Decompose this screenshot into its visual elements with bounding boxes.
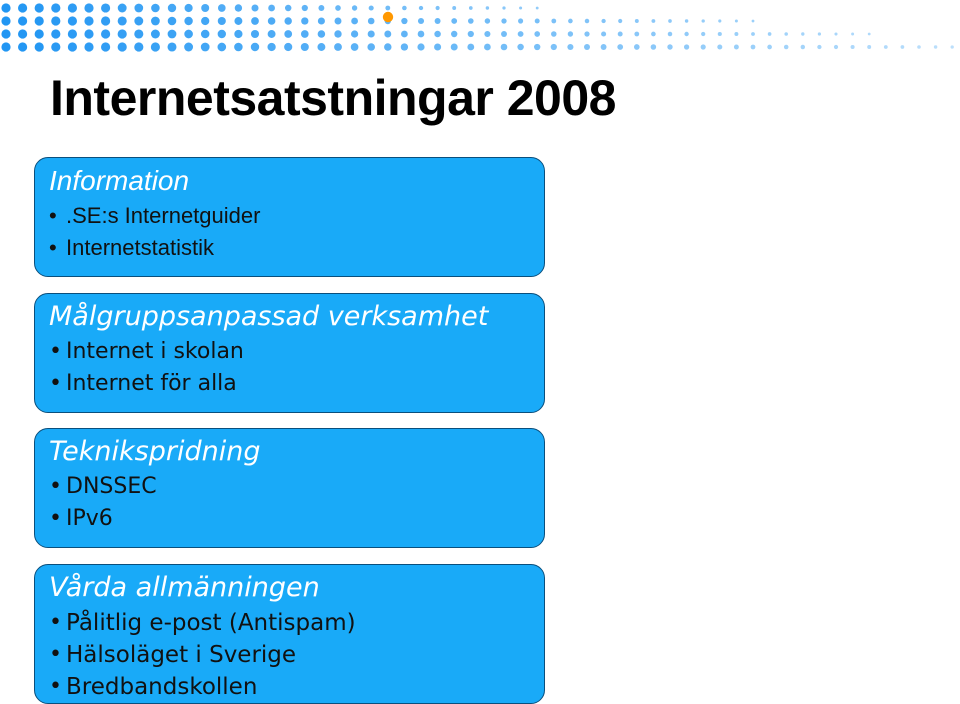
- banner-dot: [451, 18, 457, 24]
- banner-dot: [51, 3, 60, 12]
- banner-dot: [751, 32, 755, 36]
- banner-dot: [367, 43, 375, 51]
- banner-dot: [101, 29, 110, 38]
- banner-dot: [1, 3, 10, 12]
- banner-dot: [667, 44, 672, 49]
- banner-dot: [51, 42, 60, 51]
- panel-information: [34, 157, 545, 277]
- banner-dot: [1, 29, 10, 38]
- banner-dot: [18, 3, 27, 12]
- banner-dot: [768, 32, 772, 36]
- banner-dot: [734, 45, 739, 50]
- bullet-icon: •: [49, 371, 62, 396]
- banner-dot: [634, 32, 639, 37]
- banner-accent-dot: [383, 12, 393, 22]
- banner-dot: [551, 19, 556, 24]
- banner-dot: [735, 20, 738, 23]
- banner-dot: [368, 18, 375, 25]
- banner-dot: [618, 32, 623, 37]
- bullet-icon: •: [49, 610, 62, 635]
- banner-dot: [35, 16, 44, 25]
- list-item-label: Hälsoläget i Sverige: [66, 642, 297, 668]
- panel-list: [49, 200, 544, 264]
- banner-dot: [118, 29, 127, 38]
- banner-dot: [651, 32, 656, 37]
- panel-heading: Information: [49, 165, 190, 196]
- banner-dot: [584, 31, 589, 36]
- banner-dot: [684, 32, 688, 36]
- list-item-label: Internet för alla: [66, 371, 237, 396]
- panel-teknikspridning: [34, 428, 545, 548]
- banner-dot: [84, 16, 93, 25]
- banner-dot: [651, 44, 657, 50]
- banner-dot: [618, 19, 622, 23]
- banner-dot: [436, 6, 440, 10]
- banner-dot: [801, 45, 805, 49]
- banner-dot: [502, 6, 505, 9]
- banner-dot: [817, 45, 821, 49]
- banner-dot: [302, 5, 308, 11]
- banner-dot: [469, 6, 473, 10]
- bullet-icon: •: [49, 235, 57, 260]
- banner-dot: [184, 30, 193, 39]
- banner-dot: [18, 42, 27, 51]
- banner-dot: [268, 17, 276, 25]
- banner-dot: [668, 32, 673, 37]
- banner-dot: [318, 17, 325, 24]
- banner-dot: [218, 4, 226, 12]
- banner-dot: [501, 18, 506, 23]
- banner-dot: [234, 17, 242, 25]
- list-item: [49, 471, 544, 503]
- banner-dot: [101, 3, 110, 12]
- banner-dot: [334, 43, 342, 51]
- list-item: [49, 232, 544, 264]
- banner-dot: [468, 31, 474, 37]
- banner-dot: [1, 42, 10, 51]
- bullet-icon: •: [49, 506, 62, 531]
- banner-dot: [551, 31, 557, 37]
- banner-dot: [384, 43, 391, 50]
- banner-dot: [1, 16, 10, 25]
- banner-dot: [567, 44, 573, 50]
- list-item: [49, 671, 544, 703]
- list-item: [49, 639, 544, 671]
- banner-dot: [767, 45, 772, 50]
- banner-dot: [134, 29, 143, 38]
- banner-dot: [518, 18, 523, 23]
- banner-dot: [184, 17, 192, 25]
- banner-dot: [834, 32, 837, 35]
- bullet-icon: •: [49, 674, 62, 699]
- banner-dot: [901, 45, 905, 49]
- slide-title: Internetsatstningar 2008: [50, 70, 616, 126]
- banner-dot: [517, 44, 523, 50]
- banner-dot: [418, 18, 424, 24]
- banner-dot: [734, 32, 738, 36]
- banner-dot: [284, 17, 291, 24]
- panel-list: [49, 607, 544, 703]
- banner-dot: [218, 30, 226, 38]
- panel-list: [49, 471, 544, 535]
- banner-dot: [184, 43, 193, 52]
- banner-dot: [851, 45, 855, 49]
- banner-dot: [535, 19, 540, 24]
- banner-dot: [234, 30, 242, 38]
- banner-dot: [301, 17, 308, 24]
- banner-dot: [134, 42, 143, 51]
- banner-dot: [167, 42, 176, 51]
- banner-dot: [68, 3, 77, 12]
- banner-dot: [134, 4, 143, 13]
- list-item-label: Internet i skolan: [66, 339, 244, 364]
- banner-dot: [519, 6, 522, 9]
- bullet-icon: •: [49, 474, 62, 499]
- list-item: [49, 607, 544, 639]
- banner-dot: [68, 42, 77, 51]
- banner-dot: [168, 30, 177, 39]
- banner-dot: [818, 32, 821, 35]
- banner-dot: [851, 33, 854, 36]
- banner-dot: [751, 45, 756, 50]
- banner-dot: [267, 43, 275, 51]
- banner-dot: [317, 43, 325, 51]
- banner-dot: [418, 31, 425, 38]
- banner-dot: [486, 6, 489, 9]
- list-item-label: .SE:s Internetguider: [66, 203, 261, 228]
- banner-dot: [501, 31, 507, 37]
- banner-dot: [201, 4, 209, 12]
- list-item-label: Bredbandskollen: [66, 674, 258, 700]
- banner-dot: [251, 17, 259, 25]
- banner-dot: [601, 44, 607, 50]
- banner-dot: [467, 44, 474, 51]
- banner-dot: [585, 19, 589, 23]
- banner-dot: [668, 19, 672, 23]
- banner-dot: [434, 43, 441, 50]
- banner-dot: [151, 42, 160, 51]
- banner-dot: [284, 30, 292, 38]
- banner-dot: [534, 31, 540, 37]
- banner-dot: [68, 29, 77, 38]
- panel-varda-allmanningen: [34, 564, 545, 704]
- banner-dot: [101, 16, 110, 25]
- banner-dot: [401, 43, 408, 50]
- banner-dot: [867, 45, 871, 49]
- banner-dot: [701, 32, 705, 36]
- list-item-label: Pålitlig e-post (Antispam): [66, 610, 356, 636]
- banner-dot: [134, 17, 143, 26]
- banner-dot: [451, 31, 457, 37]
- banner-dot: [385, 6, 390, 11]
- banner-dot: [401, 31, 408, 38]
- banner-dot: [434, 31, 441, 38]
- banner-dot: [201, 30, 210, 39]
- banner-dot: [584, 44, 590, 50]
- banner-dot: [352, 5, 357, 10]
- banner-dot: [335, 18, 342, 25]
- banner-dot: [51, 16, 60, 25]
- banner-dot: [284, 43, 292, 51]
- banner-dot: [917, 45, 921, 49]
- banner-dot: [35, 29, 44, 38]
- banner-dot: [351, 43, 359, 51]
- banner-dot: [51, 29, 60, 38]
- banner-dot: [568, 19, 573, 24]
- panel-list: [49, 336, 544, 400]
- banner-dot: [151, 4, 160, 13]
- banner-dot: [518, 31, 524, 37]
- banner-dot: [718, 32, 722, 36]
- banner-dot: [217, 43, 226, 52]
- banner-dot: [951, 45, 954, 48]
- banner-dot: [384, 31, 391, 38]
- banner-dot: [268, 5, 275, 12]
- banner-dot: [301, 30, 309, 38]
- banner-dot: [468, 18, 474, 24]
- banner-dot: [218, 17, 226, 25]
- banner-dot: [318, 5, 324, 11]
- banner-dot: [484, 31, 490, 37]
- banner-dot: [551, 44, 557, 50]
- banner-dot: [784, 32, 788, 36]
- banner-dot: [701, 44, 706, 49]
- banner-dot: [568, 31, 573, 36]
- banner-dot: [617, 44, 623, 50]
- banner-dot: [235, 4, 242, 11]
- banner-dot: [18, 16, 27, 25]
- banner-dot: [84, 29, 93, 38]
- panel-heading: Vårda allmänningen: [49, 572, 320, 603]
- banner-dot: [234, 43, 243, 52]
- banner-dot: [601, 19, 605, 23]
- banner-dot: [168, 17, 177, 26]
- banner-dot: [201, 43, 210, 52]
- bullet-icon: •: [49, 642, 62, 667]
- banner-dot: [752, 20, 755, 23]
- banner-dot: [702, 19, 705, 22]
- banner-dot: [651, 19, 655, 23]
- banner-dot: [185, 4, 193, 12]
- banner-dot: [601, 31, 606, 36]
- banner-dot: [684, 44, 689, 49]
- list-item: [49, 503, 544, 535]
- banner-dot: [784, 45, 789, 50]
- banner-dot: [685, 19, 688, 22]
- banner-dot: [68, 16, 77, 25]
- banner-dot: [151, 17, 160, 26]
- banner-dot: [635, 19, 639, 23]
- banner-dot: [84, 42, 93, 51]
- banner-dot: [801, 32, 804, 35]
- banner-dot: [318, 30, 326, 38]
- banner-dot: [251, 4, 258, 11]
- banner-dot: [534, 44, 540, 50]
- list-item-label: IPv6: [66, 506, 113, 531]
- panel-heading: Teknikspridning: [49, 436, 261, 467]
- list-item: [49, 200, 544, 232]
- banner-dot: [718, 19, 721, 22]
- banner-dot: [268, 30, 276, 38]
- banner-dot: [251, 43, 259, 51]
- banner-dot: [285, 5, 291, 11]
- banner-dot: [351, 18, 358, 25]
- banner-dot: [101, 42, 110, 51]
- banner-dot: [18, 29, 27, 38]
- list-item: [49, 368, 544, 400]
- banner-dot: [351, 30, 358, 37]
- banner-dot: [834, 45, 838, 49]
- panel-malgruppsanpassad-verksamhet: [34, 293, 545, 413]
- banner-dot: [335, 5, 341, 11]
- banner-dot: [368, 30, 375, 37]
- banner-dot: [634, 44, 640, 50]
- banner-dot: [301, 43, 309, 51]
- banner-dot: [118, 4, 127, 13]
- banner-dot: [118, 42, 127, 51]
- banner-dot: [168, 4, 176, 12]
- banner-dot: [435, 18, 441, 24]
- banner-dot: [868, 33, 871, 36]
- banner-dot: [118, 16, 127, 25]
- banner-dot: [251, 30, 259, 38]
- bullet-icon: •: [49, 203, 57, 228]
- banner-dot: [501, 44, 508, 51]
- banner-dot: [35, 42, 44, 51]
- banner-dot: [485, 18, 490, 23]
- list-item: [49, 336, 544, 368]
- banner-dot: [402, 6, 407, 11]
- list-item-label: DNSSEC: [66, 474, 157, 499]
- banner-dot: [401, 18, 407, 24]
- banner-dot: [536, 7, 539, 10]
- panel-heading: Målgruppsanpassad verksamhet: [49, 301, 489, 332]
- banner-dot: [84, 3, 93, 12]
- banner-dot: [934, 45, 937, 48]
- banner-dot: [451, 44, 458, 51]
- bullet-icon: •: [49, 339, 62, 364]
- banner-dot: [201, 17, 209, 25]
- list-item-label: Internetstatistik: [66, 235, 214, 260]
- banner-dot: [452, 6, 456, 10]
- banner-dot: [419, 6, 423, 10]
- banner-dot: [35, 3, 44, 12]
- dot-pattern-banner: [0, 0, 960, 56]
- banner-dot: [717, 44, 722, 49]
- banner-dot: [884, 45, 888, 49]
- banner-dot: [417, 43, 424, 50]
- banner-dot: [334, 30, 341, 37]
- banner-dot: [151, 30, 160, 39]
- banner-dot: [369, 5, 374, 10]
- banner-dot: [484, 44, 491, 51]
